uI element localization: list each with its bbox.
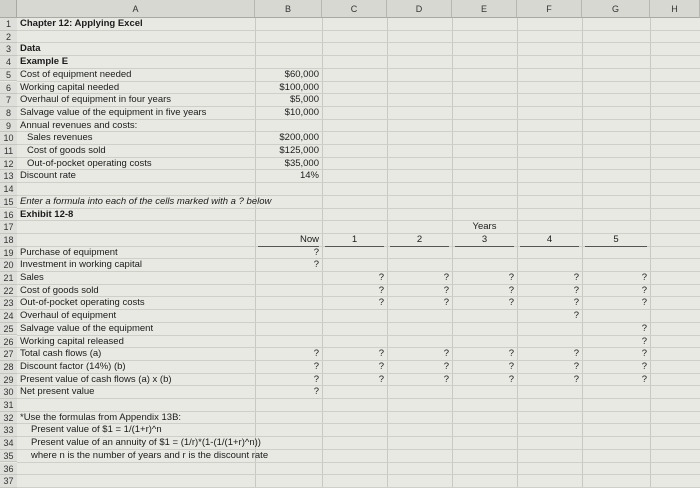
row-header-21[interactable]: 21	[0, 272, 17, 285]
cell-input-label[interactable]: Overhaul of equipment in four years	[20, 94, 172, 106]
cell-note[interactable]: Present value of $1 = 1/(1+r)^n	[31, 424, 162, 436]
cell-formula-placeholder[interactable]: ?	[641, 297, 647, 309]
cell-formula-placeholder[interactable]: ?	[443, 284, 449, 296]
cell-formula-placeholder[interactable]: ?	[313, 373, 319, 385]
cell-input-label[interactable]: Working capital needed	[20, 81, 120, 93]
cell-formula-placeholder[interactable]: ?	[573, 297, 579, 309]
cell-schedule-label[interactable]: Discount factor (14%) (b)	[20, 360, 126, 372]
cell-formula-placeholder[interactable]: ?	[573, 310, 579, 322]
cell-formula-placeholder[interactable]: ?	[313, 259, 319, 271]
cell-formula-placeholder[interactable]: ?	[378, 373, 384, 385]
cell-period-2[interactable]: 2	[390, 234, 449, 247]
cell-formula-placeholder[interactable]: ?	[443, 272, 449, 283]
gridline-vertical	[582, 18, 583, 488]
row-header-14[interactable]: 14	[0, 183, 17, 196]
cell-formula-placeholder[interactable]: ?	[641, 373, 647, 385]
row-header-36[interactable]: 36	[0, 463, 17, 476]
cell-note[interactable]: Present value of an annuity of $1 = (1/r)*(1-(1/(1+r)^n))	[31, 437, 261, 449]
row-header-23[interactable]: 23	[0, 297, 17, 310]
cell-data-label[interactable]: Data	[20, 43, 41, 55]
row-header-26[interactable]: 26	[0, 336, 17, 349]
row-header-17[interactable]: 17	[0, 221, 17, 234]
row-header-18[interactable]: 18	[0, 234, 17, 247]
cell-formula-placeholder[interactable]: ?	[641, 272, 647, 283]
row-header-34[interactable]: 34	[0, 437, 17, 450]
select-all-corner[interactable]	[0, 0, 17, 18]
row-header-8[interactable]: 8	[0, 107, 17, 120]
row-header-5[interactable]: 5	[0, 69, 17, 82]
cell-formula-placeholder[interactable]: ?	[508, 373, 514, 385]
cell-formula-placeholder[interactable]: ?	[378, 272, 384, 283]
column-header-c[interactable]: C	[322, 0, 387, 18]
cell-note[interactable]: *Use the formulas from Appendix 13B:	[20, 411, 182, 423]
cell-formula-placeholder[interactable]: ?	[378, 348, 384, 360]
cell-formula-placeholder[interactable]: ?	[573, 360, 579, 372]
cell-schedule-label[interactable]: Out-of-pocket operating costs	[20, 297, 145, 309]
row-header-35[interactable]: 35	[0, 450, 17, 463]
cell-input-value[interactable]: $10,000	[284, 106, 319, 118]
cell-schedule-label[interactable]: Sales	[20, 272, 44, 283]
cell-exhibit[interactable]: Exhibit 12-8	[20, 208, 74, 220]
row-header-33[interactable]: 33	[0, 424, 17, 437]
cell-formula-placeholder[interactable]: ?	[641, 322, 647, 334]
row-header-1[interactable]: 1	[0, 18, 17, 31]
row-header-37[interactable]: 37	[0, 475, 17, 488]
cell-title[interactable]: Chapter 12: Applying Excel	[20, 18, 143, 29]
cell-input-value[interactable]: 14%	[299, 170, 319, 182]
row-header-13[interactable]: 13	[0, 170, 17, 183]
cell-formula-placeholder[interactable]: ?	[573, 284, 579, 296]
cell-period-3[interactable]: 3	[455, 234, 514, 247]
cell-input-value[interactable]: $125,000	[279, 145, 319, 156]
row-header-12[interactable]: 12	[0, 158, 17, 171]
cell-input-label[interactable]: Cost of equipment needed	[20, 68, 132, 80]
cell-formula-placeholder[interactable]: ?	[573, 373, 579, 385]
row-header-20[interactable]: 20	[0, 259, 17, 272]
column-header-h[interactable]: H	[650, 0, 700, 18]
cell-formula-placeholder[interactable]: ?	[508, 297, 514, 309]
row-header-22[interactable]: 22	[0, 285, 17, 298]
cell-formula-placeholder[interactable]: ?	[508, 348, 514, 360]
column-header-a[interactable]: A	[17, 0, 255, 18]
column-header-b[interactable]: B	[255, 0, 322, 18]
cell-schedule-label[interactable]: Salvage value of the equipment	[20, 322, 154, 334]
cell-formula-placeholder[interactable]: ?	[508, 360, 514, 372]
cell-years-header[interactable]: Years	[472, 221, 497, 233]
row-header-3[interactable]: 3	[0, 43, 17, 56]
row-header-4[interactable]: 4	[0, 56, 17, 69]
cell-formula-placeholder[interactable]: ?	[573, 272, 579, 283]
cell-formula-placeholder[interactable]: ?	[508, 272, 514, 283]
cell-schedule-label[interactable]: Investment in working capital	[20, 259, 142, 271]
column-header-d[interactable]: D	[387, 0, 452, 18]
row-header-25[interactable]: 25	[0, 323, 17, 336]
cell-input-value[interactable]: $60,000	[284, 68, 319, 80]
cell-schedule-label[interactable]: Cost of goods sold	[20, 284, 99, 296]
column-header-f[interactable]: F	[517, 0, 582, 18]
cell-schedule-label[interactable]: Overhaul of equipment	[20, 310, 117, 322]
cell-input-label[interactable]: Annual revenues and costs:	[20, 119, 138, 131]
row-header-15[interactable]: 15	[0, 196, 17, 209]
cell-formula-placeholder[interactable]: ?	[313, 348, 319, 360]
cell-input-value[interactable]: $200,000	[279, 132, 319, 144]
cell-formula-placeholder[interactable]: ?	[378, 284, 384, 296]
cell-example[interactable]: Example E	[20, 56, 69, 68]
column-header-e[interactable]: E	[452, 0, 517, 18]
row-header-16[interactable]: 16	[0, 209, 17, 222]
row-header-29[interactable]: 29	[0, 374, 17, 387]
cell-formula-placeholder[interactable]: ?	[508, 284, 514, 296]
gridline-vertical	[387, 18, 388, 488]
row-header-9[interactable]: 9	[0, 120, 17, 133]
cell-formula-placeholder[interactable]: ?	[313, 360, 319, 372]
gridline-horizontal	[17, 474, 700, 475]
row-header-2[interactable]: 2	[0, 31, 17, 44]
cell-formula-placeholder[interactable]: ?	[641, 348, 647, 360]
cell-instruction[interactable]: Enter a formula into each of the cells marked with a ? below	[20, 195, 272, 207]
cell-formula-placeholder[interactable]: ?	[641, 335, 647, 347]
gridline-vertical	[517, 18, 518, 488]
row-header-24[interactable]: 24	[0, 310, 17, 323]
cell-period-1[interactable]: 1	[325, 234, 384, 247]
row-header-28[interactable]: 28	[0, 361, 17, 374]
cell-schedule-label[interactable]: Working capital released	[20, 335, 124, 347]
row-header-7[interactable]: 7	[0, 94, 17, 107]
cell-note[interactable]: where n is the number of years and r is the discount rate	[31, 449, 269, 461]
cell-schedule-label[interactable]: Purchase of equipment	[20, 246, 118, 258]
cell-formula-placeholder[interactable]: ?	[443, 348, 449, 360]
cell-input-label[interactable]: Sales revenues	[27, 132, 93, 144]
row-header-27[interactable]: 27	[0, 348, 17, 361]
row-header-19[interactable]: 19	[0, 247, 17, 260]
row-header-30[interactable]: 30	[0, 386, 17, 399]
cell-input-value[interactable]: $35,000	[284, 157, 319, 169]
cell-formula-placeholder[interactable]: ?	[313, 386, 319, 398]
cell-input-label[interactable]: Salvage value of the equipment in five years	[20, 106, 207, 118]
cell-period-now[interactable]: Now	[258, 234, 319, 247]
row-header-11[interactable]: 11	[0, 145, 17, 158]
cell-schedule-label[interactable]: Net present value	[20, 386, 95, 398]
row-header-32[interactable]: 32	[0, 412, 17, 425]
cell-period-5[interactable]: 5	[585, 234, 647, 247]
cell-formula-placeholder[interactable]: ?	[641, 360, 647, 372]
gridline-vertical	[452, 18, 453, 488]
cell-input-value[interactable]: $5,000	[289, 94, 319, 106]
cell-input-value[interactable]: $100,000	[279, 81, 319, 93]
cell-schedule-label[interactable]: Total cash flows (a)	[20, 348, 102, 360]
cell-input-label[interactable]: Cost of goods sold	[27, 145, 106, 156]
cell-input-label[interactable]: Discount rate	[20, 170, 76, 182]
cell-formula-placeholder[interactable]: ?	[378, 297, 384, 309]
cell-formula-placeholder[interactable]: ?	[443, 373, 449, 385]
row-header-6[interactable]: 6	[0, 82, 17, 95]
cell-formula-placeholder[interactable]: ?	[443, 360, 449, 372]
gridline-vertical	[650, 18, 651, 488]
cell-formula-placeholder[interactable]: ?	[313, 246, 319, 258]
cell-formula-placeholder[interactable]: ?	[573, 348, 579, 360]
row-header-31[interactable]: 31	[0, 399, 17, 412]
cell-input-label[interactable]: Out-of-pocket operating costs	[27, 157, 152, 169]
cell-schedule-label[interactable]: Present value of cash flows (a) x (b)	[20, 373, 172, 385]
cell-period-4[interactable]: 4	[520, 234, 579, 247]
cell-formula-placeholder[interactable]: ?	[641, 284, 647, 296]
cell-formula-placeholder[interactable]: ?	[378, 360, 384, 372]
column-header-g[interactable]: G	[582, 0, 650, 18]
cell-formula-placeholder[interactable]: ?	[443, 297, 449, 309]
row-header-10[interactable]: 10	[0, 132, 17, 145]
